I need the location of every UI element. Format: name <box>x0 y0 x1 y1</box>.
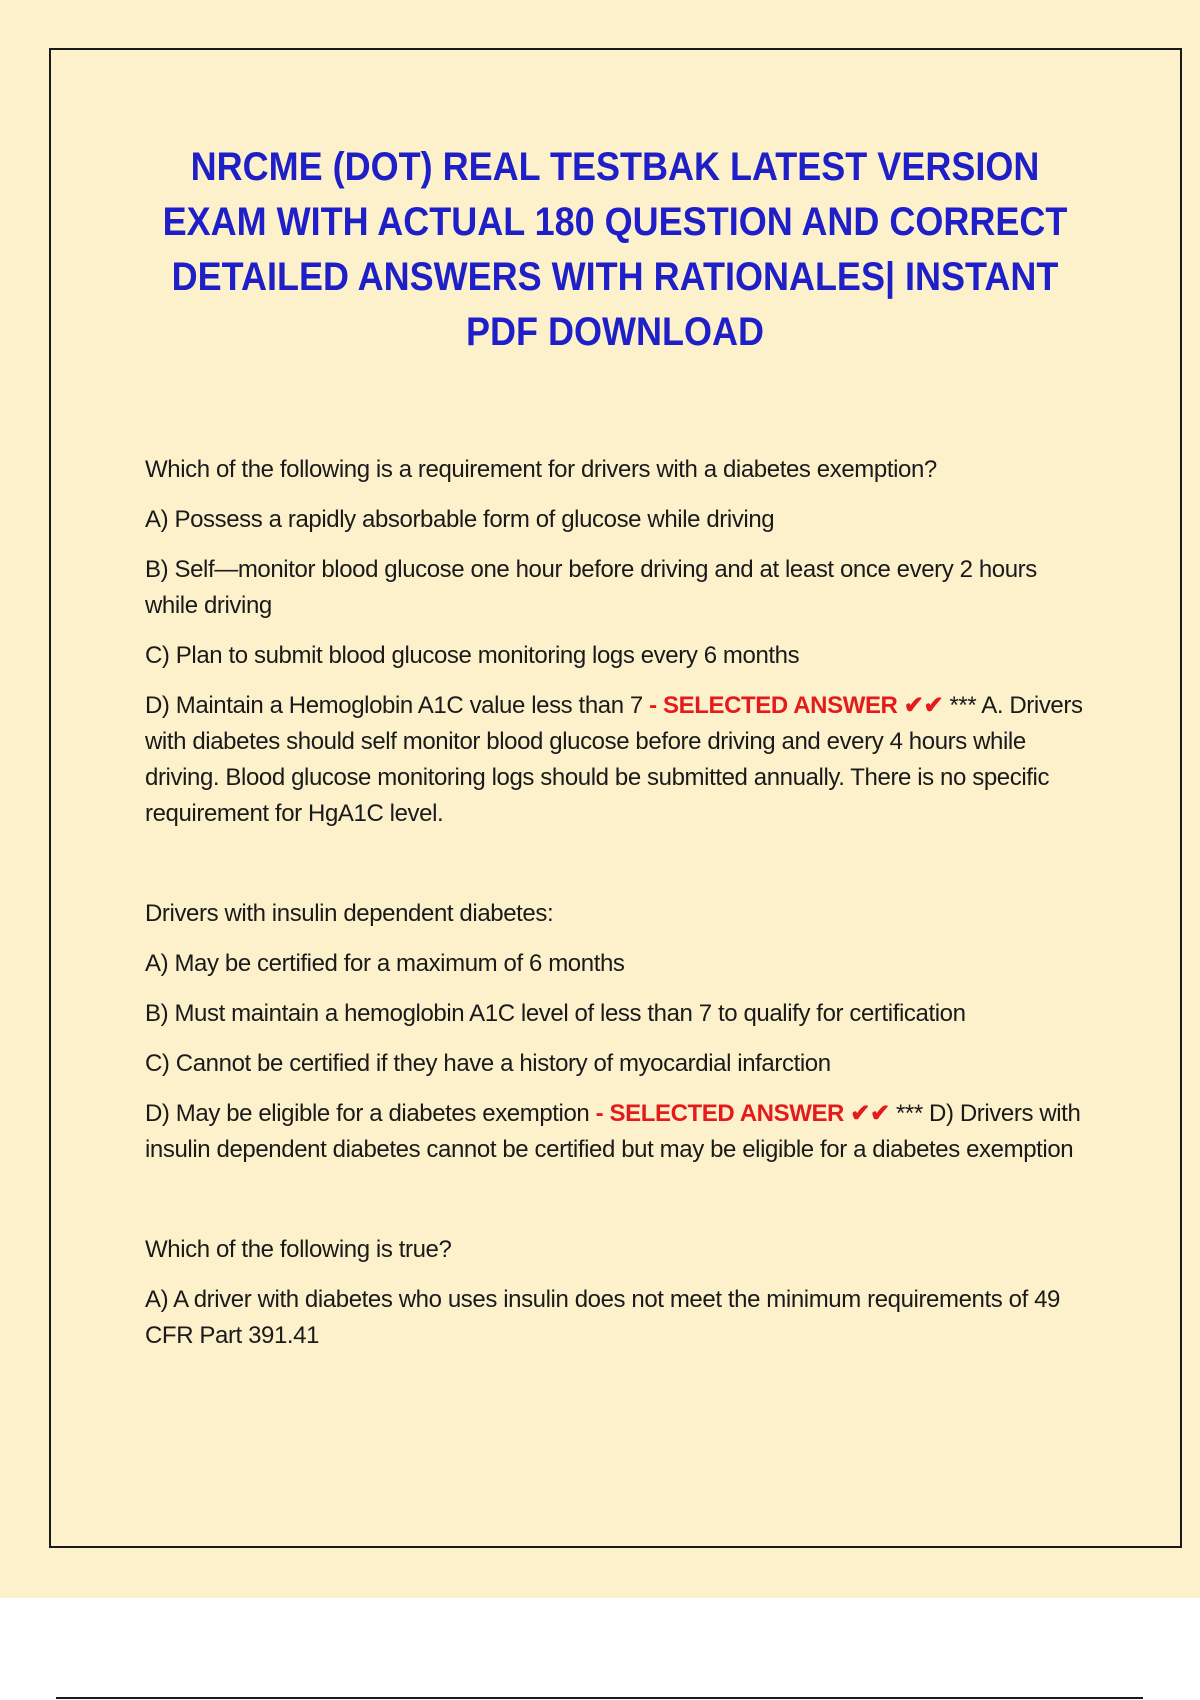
option-c: C) Cannot be certified if they have a history of myocardial infarction <box>145 1050 831 1077</box>
option-c: C) Plan to submit blood glucose monitoring logs every 6 months <box>145 642 800 669</box>
option-a: A) Possess a rapidly absorbable form of glucose while driving <box>145 506 775 533</box>
question-stem: Which of the following is true? <box>145 1236 452 1263</box>
option-d: D) May be eligible for a diabetes exemption <box>145 1100 590 1127</box>
question-list <box>145 452 1085 1418</box>
option-d: D) Maintain a Hemoglobin A1C value less than 7 <box>145 692 643 719</box>
question-stem: Drivers with insulin dependent diabetes: <box>145 900 554 927</box>
option-d-with-rationale <box>145 1096 1085 1168</box>
option-d-with-rationale <box>145 688 1085 832</box>
rationale: *** D) Drivers with insulin dependent diabetes cannot be certified but may be eligible for a diabetes exemption <box>145 1100 1081 1163</box>
question-3 <box>145 1232 1085 1354</box>
document-title: NRCME (DOT) REAL TESTBAK LATEST VERSION EXAM WITH ACTUAL 180 QUESTION AND CORRECT DETAILED ANSWERS WITH RATIONALES| INSTANT PDF DOWNLOAD <box>162 145 1068 354</box>
rationale: *** A. Drivers with diabetes should self monitor blood glucose before driving and every 4 hours while driving. Blood glucose monitoring logs should be submitted annually. There is no specific requirement for HgA1C level. <box>145 692 1083 827</box>
selected-answer-label: - SELECTED ANSWER ✔✔ <box>649 692 944 719</box>
question-2 <box>145 896 1085 1168</box>
question-1 <box>145 452 1085 832</box>
option-b: B) Must maintain a hemoglobin A1C level of less than 7 to qualify for certification <box>145 1000 966 1027</box>
question-stem: Which of the following is a requirement for drivers with a diabetes exemption? <box>145 456 937 483</box>
option-b: B) Self—monitor blood glucose one hour before driving and at least once every 2 hours while driving <box>145 556 1037 619</box>
selected-answer-label: - SELECTED ANSWER ✔✔ <box>595 1100 890 1127</box>
option-a: A) May be certified for a maximum of 6 months <box>145 950 625 977</box>
footer-divider <box>56 1697 1143 1699</box>
option-a: A) A driver with diabetes who uses insulin does not meet the minimum requirements of 49 CFR Part 391.41 <box>145 1286 1061 1349</box>
